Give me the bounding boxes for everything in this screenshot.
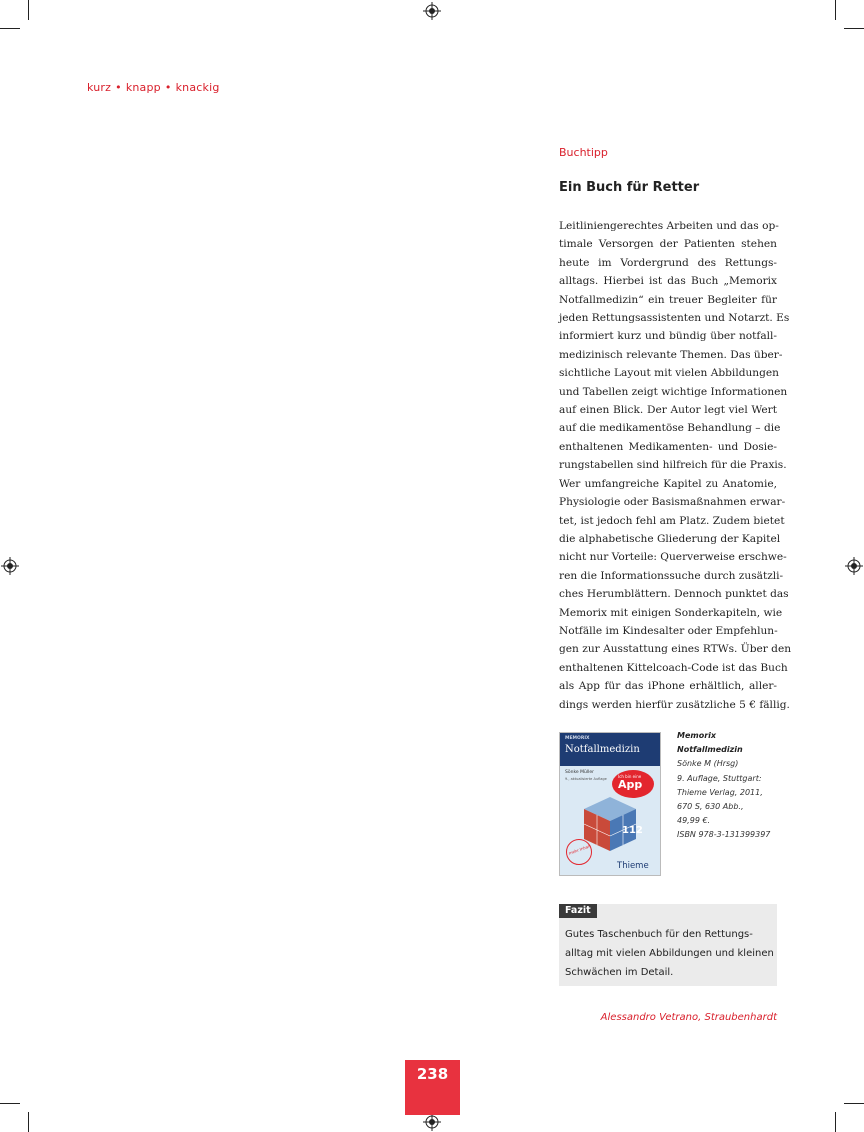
header-word: knapp <box>125 81 161 94</box>
body-line: Wer umfangreiche Kapitel zu Anatomie, <box>559 477 777 490</box>
body-line: enthaltenen Medikamenten- und Dosie- <box>559 440 777 453</box>
body-line: sichtliche Layout mit vielen Abbildungen <box>559 367 780 380</box>
book-info-line: 49,99 €. <box>677 816 711 826</box>
header-separator: • <box>115 81 122 94</box>
registration-mark-icon <box>423 1113 441 1131</box>
header-separator: • <box>164 81 172 94</box>
registration-mark-icon <box>1 557 19 575</box>
body-line: und Tabellen zeigt wichtige Informationen <box>559 385 788 398</box>
cover-brand: MEMORIX <box>565 736 590 741</box>
body-line: medizinisch relevante Themen. Das über- <box>559 348 783 361</box>
crop-mark <box>835 1112 836 1132</box>
cover-publisher: Thieme <box>617 861 649 871</box>
fazit-text <box>565 925 774 982</box>
cover-app-small: Ich bin eine <box>618 774 642 779</box>
book-title: Notfallmedizin <box>677 745 743 755</box>
author-credit: Alessandro Vetrano, Straubenhardt <box>600 1012 777 1023</box>
body-line: Notfallmedizin“ ein treuer Begleiter für <box>559 293 777 306</box>
book-info-line: 9. Auflage, Stuttgart: <box>677 773 762 783</box>
body-line: enthaltenen Kittelcoach-Code ist das Buch <box>559 661 788 674</box>
body-line: ren die Informationssuche durch zusätzli- <box>559 569 784 582</box>
cover-title: Notfallmedizin <box>565 744 640 755</box>
body-line: rungstabellen sind hilfreich für die Praxis. <box>559 459 787 472</box>
crop-mark <box>835 0 836 20</box>
body-line: Leitliniengerechtes Arbeiten und das op- <box>559 220 779 232</box>
body-line: nicht nur Vorteile: Querverweise erschwe- <box>559 551 787 564</box>
body-line: Physiologie oder Basismaßnahmen erwar- <box>559 496 786 509</box>
fazit-line: Gutes Taschenbuch für den Rettungs- <box>565 929 753 940</box>
svg-text:112: 112 <box>622 825 643 836</box>
book-info-line: Thieme Verlag, 2011, <box>677 787 763 797</box>
body-line: die alphabetische Gliederung der Kapitel <box>559 532 781 545</box>
fazit-line: alltag mit vielen Abbildungen und kleinen <box>565 948 774 959</box>
body-line: Memorix mit einigen Sonderkapiteln, wie <box>559 606 783 619</box>
cover-author: Sönke Müller <box>565 770 594 775</box>
body-line: ches Herumblättern. Dennoch punktet das <box>559 588 789 601</box>
header-tagline <box>87 81 220 94</box>
body-line: auf die medikamentöse Behandlung – die <box>559 422 781 435</box>
cover-stamp-text: mehr Inhalt <box>567 843 592 856</box>
registration-mark-icon <box>845 557 863 575</box>
body-line: Notfälle im Kindesalter oder Empfehlun- <box>559 624 778 637</box>
body-line: auf einen Blick. Der Autor legt viel Wert <box>559 404 777 417</box>
book-title: Memorix <box>677 731 717 740</box>
crop-mark <box>0 28 20 29</box>
book-info-line: 670 S, 630 Abb., <box>677 802 744 812</box>
header-word: kurz <box>87 81 112 94</box>
article-body <box>559 217 792 714</box>
body-line: als App für das iPhone erhältlich, aller- <box>559 680 777 693</box>
crop-mark <box>0 1103 20 1104</box>
body-line: timale Versorgen der Patienten stehen <box>559 238 777 251</box>
book-info <box>677 729 787 843</box>
page-number: 238 <box>416 1065 449 1083</box>
crop-mark <box>28 1112 29 1132</box>
crop-mark <box>28 0 29 20</box>
body-line: gen zur Ausstattung eines RTWs. Über den <box>559 643 792 656</box>
header-word: knackig <box>175 81 220 94</box>
body-line: alltags. Hierbei ist das Buch „Memorix <box>559 275 777 288</box>
book-cover-image <box>559 732 661 876</box>
cover-app-label: App <box>618 778 643 791</box>
body-line: tet, ist jedoch fehl am Platz. Zudem bietet <box>559 514 785 527</box>
body-line: informiert kurz und bündig über notfall- <box>559 330 777 343</box>
cover-edition: 9., aktualisierte Auflage <box>565 777 607 781</box>
book-info-line: Sönke M (Hrsg) <box>677 759 739 769</box>
fazit-line: Schwächen im Detail. <box>565 967 674 978</box>
crop-mark <box>844 28 864 29</box>
section-label: Buchtipp <box>559 146 608 159</box>
crop-mark <box>844 1103 864 1104</box>
book-info-line: ISBN 978-3-131399397 <box>677 830 771 840</box>
body-line: dings werden hierfür zusätzliche 5 € fällig. <box>559 698 790 711</box>
body-line: heute im Vordergrund des Rettungs- <box>559 256 777 269</box>
registration-mark-icon <box>423 2 441 20</box>
fazit-label: Fazit <box>559 904 597 918</box>
body-line: jeden Rettungsassistenten und Notarzt. Es <box>559 312 790 325</box>
article-title: Ein Buch für Retter <box>559 180 700 195</box>
